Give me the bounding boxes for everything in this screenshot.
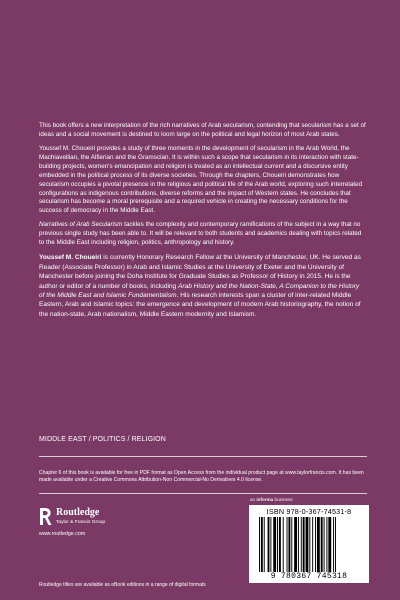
divider-bottom bbox=[39, 493, 367, 494]
bio-text-1: is currently Honorary Research Fellow at the University of Manchester, UK. He served as Reader (Associate Professor) in Arab and Islamic Studies at the University of Exeter and the University of Manchester before joining the Doha Institute for Graduate Studies as Professor of History in 2015. He is the author or editor of a number of books, including bbox=[39, 254, 361, 290]
informa-brand: informa bbox=[256, 497, 274, 502]
divider-top bbox=[39, 456, 367, 457]
bio-text-2: . His research interests span a cluster of inter-related Middle Eastern, Arab and Islamic topics: the emergence and development of modern Arab historiography, the notion of the nation-state, Arab nationalism, Middle Eastern modernity and Islamism. bbox=[39, 291, 361, 318]
blurb-section bbox=[39, 122, 366, 324]
author-name: Youssef M. Choueiri bbox=[39, 254, 102, 262]
informa-suffix: business bbox=[273, 497, 293, 502]
blurb-paragraph-1: This book offers a new interpretation of the rich narratives of Arab secularism, contending that secularism has a set of ideas and a social movement is destined to loom large on the political and legal horizon of most Arab states. bbox=[39, 122, 366, 138]
book-title: Narratives of Arab Secularism bbox=[39, 221, 123, 229]
subject-categories: MIDDLE EAST / POLITICS / RELIGION bbox=[39, 436, 166, 443]
author-bio bbox=[39, 253, 366, 319]
publisher-url[interactable]: www.routledge.com bbox=[39, 531, 86, 537]
informa-prefix: an bbox=[250, 497, 257, 502]
bio-book-titles: Arab History and the Nation-State, A Companion to the History of the Middle East and Islamic Fundamentalism bbox=[39, 282, 360, 299]
informa-business-label bbox=[250, 497, 293, 502]
blurb-paragraph-3-text: tackles the complexity and contemporary ramifications of the subject in a way that no previous single study has been able to. It will be relevant to both students and academics dealing with topics related to the Middle East including religion, politics, anthropology and history. bbox=[39, 221, 362, 247]
isbn-barcode-block bbox=[249, 505, 369, 583]
barcode-digits: 9 780367 745318 bbox=[270, 572, 348, 581]
ebook-notice: Routledge titles are available as eBook editions in a range of digital formats bbox=[39, 582, 206, 588]
open-access-notice: Chapter 6 of this book is available for free in PDF format as Open Access from the individual product page at www.taylorfrancis.com. It has been made available under a Creative Commons Attribution-Non Commercial-No Derivatives 4.0 license. bbox=[39, 470, 364, 484]
isbn-number: ISBN 978-0-367-74531-8 bbox=[266, 507, 352, 516]
blurb-paragraph-2: Youssef M. Choueiri provides a study of three moments in the development of secularism in the Arab World, the Machiavellian, the Alfierian and the Gramscian. It is within such a scope that secularism in its interaction with state-building projects, women's emancipation and religion is treated as an intellectual current and a discursive entity embedded in the political process of its diverse societies. Through the chapters, Choueiri demonstrates how secularism occupies a pivotal presence in the religious and political life of the Arab world, exploring such interrelated configurations as indigenous contributions, diverse reforms and the impact of Western states. He concludes that secularism has become a moral prerequisite and a required vehicle in creating the necessary conditions for the success of democracy in the Middle East. bbox=[39, 145, 363, 215]
routledge-logo-icon bbox=[39, 507, 52, 526]
publisher-name: Routledge bbox=[56, 507, 100, 518]
publisher-group: Taylor & Francis Group bbox=[56, 520, 106, 525]
blurb-paragraph-3 bbox=[39, 221, 366, 248]
barcode-icon bbox=[257, 517, 361, 572]
